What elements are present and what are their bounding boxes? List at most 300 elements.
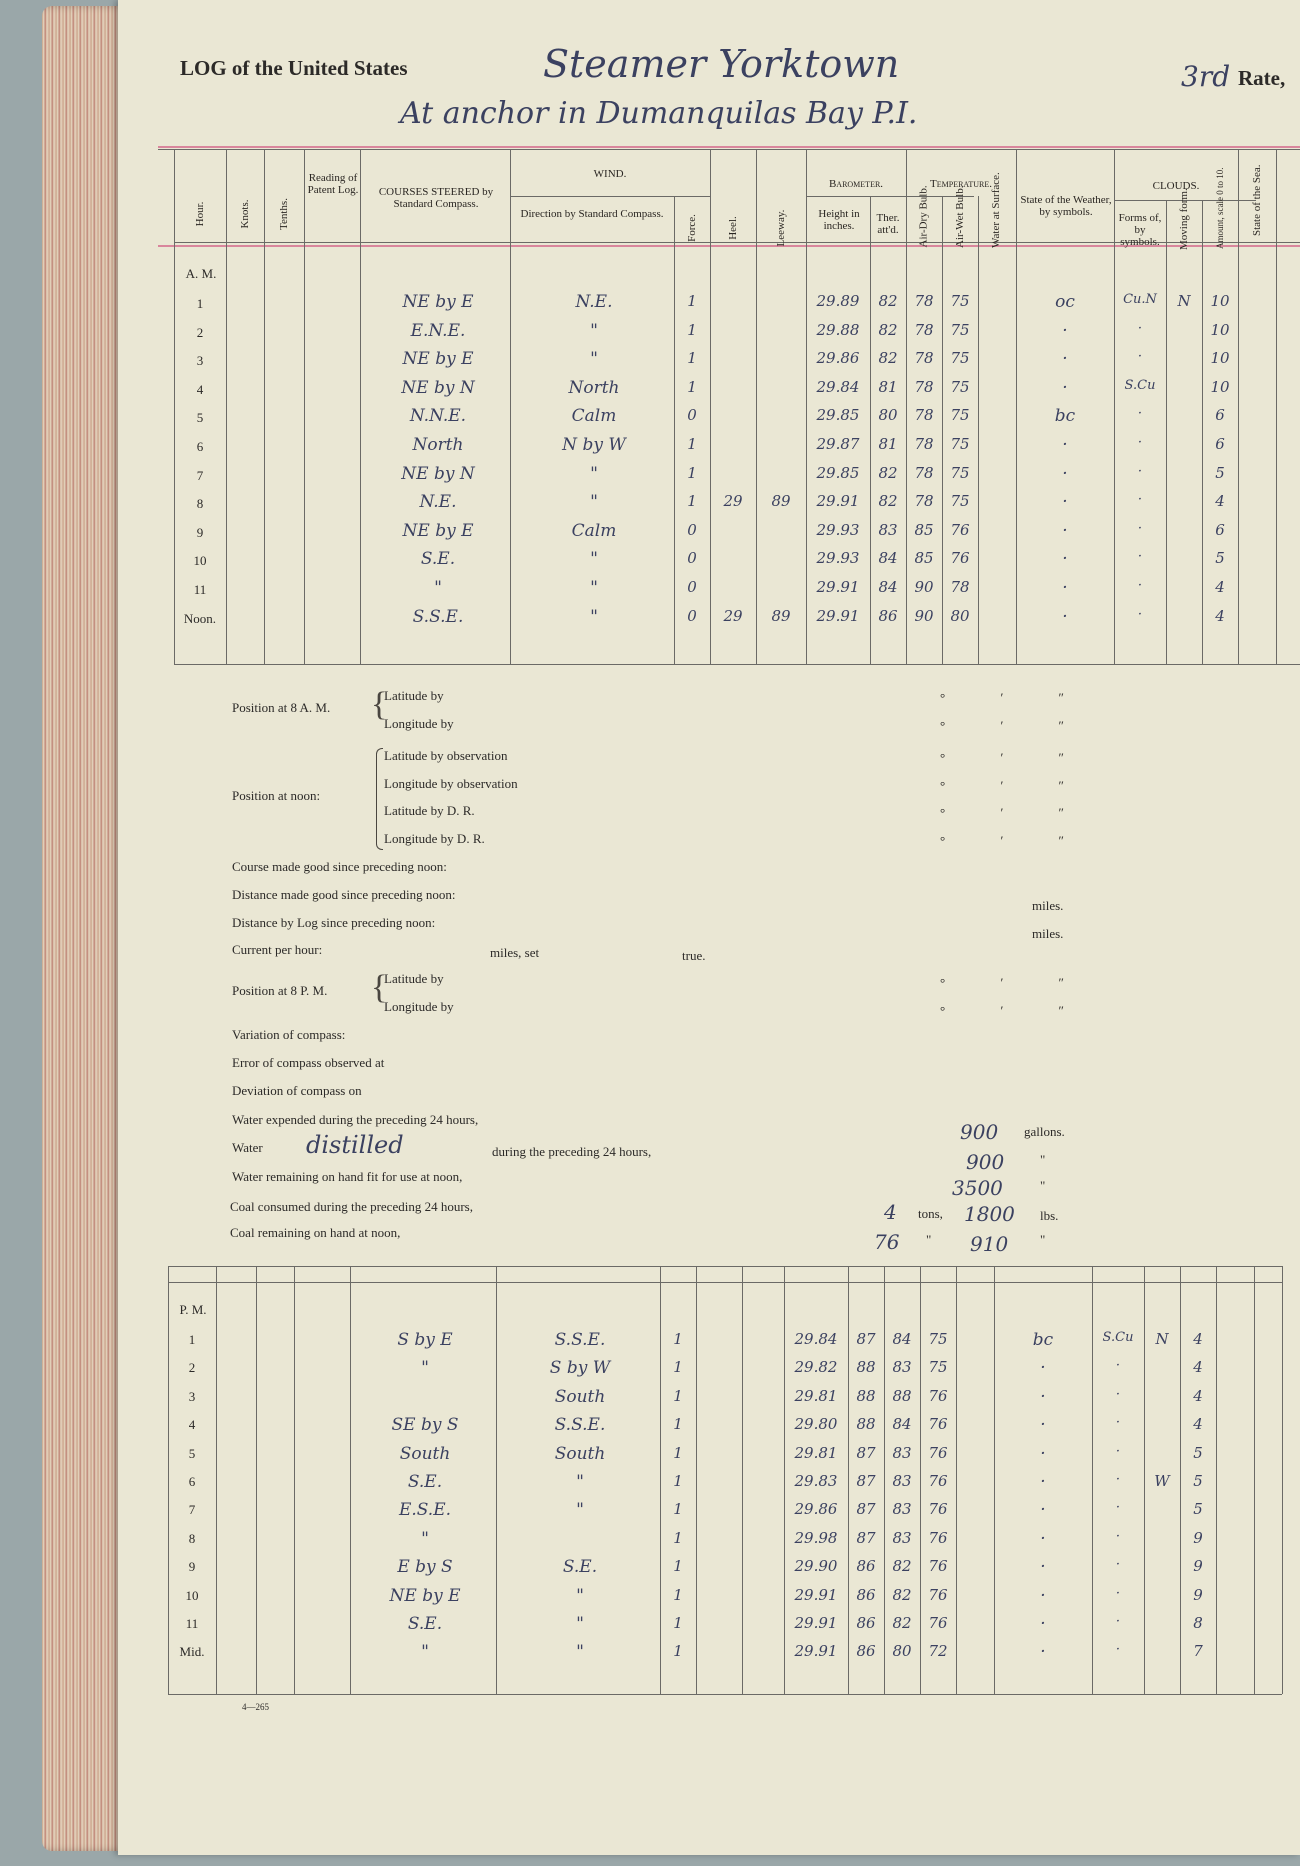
pm-row-wet-10: 76: [928, 1585, 948, 1604]
am-row-force-10: 0: [687, 549, 697, 568]
pm-row-amount-5: 5: [1193, 1443, 1203, 1462]
am-row-course-8: N.E.: [419, 492, 457, 513]
water-distilled-hand: distilled: [306, 1131, 404, 1159]
pm-row-wet-2: 75: [928, 1358, 948, 1377]
am-row-ther-4: 81: [878, 377, 898, 396]
pm-row-baro-1: 29.84: [794, 1330, 838, 1348]
col-hour-header: Hour.: [194, 201, 206, 227]
pm-row-wet-4: 76: [928, 1415, 948, 1434]
error-label: Error of compass observed at: [232, 1055, 385, 1070]
am-row-dry-4: 78: [914, 377, 934, 396]
am-row-weather-7: ·: [1062, 463, 1068, 484]
am-row-baro-12: 29.91: [816, 606, 860, 625]
pm-row-moving-1: N: [1155, 1330, 1169, 1348]
miles-1: miles.: [1032, 898, 1064, 913]
am-row-dry-11: 90: [914, 578, 934, 596]
pm-row-baro-12: 29.91: [794, 1642, 838, 1661]
col-courses-header: COURSES STEERED by Standard Compass.: [378, 186, 494, 210]
pm-row-amount-9: 9: [1193, 1557, 1203, 1576]
pm-row-forms-9: ·: [1115, 1557, 1121, 1573]
lon-by-8pm: Longitude by: [384, 999, 454, 1014]
pm-row-amount-3: 4: [1193, 1386, 1203, 1405]
pm-row-wet-8: 76: [928, 1528, 948, 1547]
coal-remaining-label: Coal remaining on hand at noon,: [230, 1225, 401, 1240]
am-row-baro-8: 29.91: [816, 492, 860, 511]
pm-row-forms-1: S.Cu: [1102, 1330, 1134, 1345]
pm-row-wet-1: 75: [928, 1330, 948, 1348]
pm-row-forms-8: ·: [1115, 1528, 1121, 1544]
am-row-force-1: 1: [687, 292, 697, 310]
am-row-force-4: 1: [687, 377, 697, 396]
col-air-wet-header: Air-Wet Bulb.: [954, 185, 966, 248]
pm-row-weather-4: ·: [1040, 1415, 1046, 1436]
pm-row-force-4: 1: [673, 1415, 683, 1434]
pm-row-dry-1: 84: [892, 1330, 912, 1348]
am-row-wind-1: N.E.: [575, 292, 613, 312]
book-page-edges: [42, 6, 127, 1851]
am-row-wind-10: ": [590, 549, 598, 570]
pm-row-baro-11: 29.91: [794, 1614, 838, 1632]
col-air-dry-header: Air-Dry Bulb.: [917, 185, 930, 248]
am-row-wet-10: 76: [950, 549, 970, 568]
lon-dr: Longitude by D. R.: [384, 831, 485, 846]
am-row-amount-4: 10: [1210, 377, 1230, 396]
wind-header: WIND.: [593, 168, 627, 180]
am-row-baro-5: 29.85: [816, 406, 860, 425]
am-row-forms-2: ·: [1137, 320, 1143, 336]
distance-made-good: Distance made good since preceding noon:: [232, 887, 456, 902]
am-row-wet-9: 76: [950, 520, 970, 539]
pm-row-force-1: 1: [673, 1330, 683, 1348]
am-row-weather-1: oc: [1055, 292, 1075, 312]
pm-row-forms-6: ·: [1115, 1472, 1121, 1487]
am-row-force-5: 0: [687, 406, 697, 425]
am-row-hour-9: 9: [196, 524, 204, 540]
pm-row-forms-12: ·: [1115, 1642, 1121, 1658]
pm-row-wind-5: South: [554, 1443, 606, 1464]
pm-row-course-12: ": [421, 1642, 429, 1663]
am-row-dry-1: 78: [914, 292, 934, 310]
col-water-surface-header: Water at Surface.: [990, 172, 1002, 248]
water-expended-label: Water expended during the preceding 24 hours,: [232, 1112, 479, 1127]
pm-row-hour-8: 8: [188, 1530, 196, 1546]
pm-row-ther-4: 88: [856, 1415, 876, 1434]
am-row-force-3: 1: [687, 349, 697, 368]
pm-row-baro-9: 29.90: [794, 1557, 838, 1576]
pm-row-forms-11: ·: [1115, 1614, 1121, 1629]
deg-lon-obs: ° ′ ″: [940, 778, 1090, 793]
am-row-wind-5: Calm: [571, 406, 617, 427]
pm-row-hour-10: 10: [185, 1587, 199, 1603]
am-row-wet-2: 75: [950, 320, 970, 339]
am-row-course-9: NE by E: [402, 520, 474, 541]
pm-row-amount-4: 4: [1193, 1415, 1203, 1434]
am-row-dry-5: 78: [914, 406, 934, 425]
deviation-label: Deviation of compass on: [232, 1083, 362, 1098]
pm-row-weather-1: bc: [1032, 1330, 1054, 1350]
pm-row-amount-1: 4: [1193, 1330, 1203, 1348]
pm-row-wind-1: S.S.E.: [554, 1330, 606, 1350]
am-row-hour-8: 8: [196, 496, 204, 512]
pm-row-wind-6: ": [576, 1472, 584, 1492]
am-row-amount-5: 6: [1215, 406, 1225, 425]
am-row-baro-4: 29.84: [816, 377, 860, 396]
pm-row-hour-4: 4: [188, 1417, 196, 1433]
pm-row-dry-7: 83: [892, 1500, 912, 1519]
am-row-hour-4: 4: [196, 381, 204, 397]
am-row-amount-3: 10: [1210, 349, 1230, 368]
pm-row-weather-8: ·: [1040, 1528, 1046, 1549]
am-row-course-7: NE by N: [401, 463, 475, 484]
pm-row-ther-9: 86: [856, 1557, 876, 1576]
pm-row-amount-12: 7: [1193, 1642, 1203, 1661]
am-row-amount-6: 6: [1215, 435, 1225, 453]
am-row-weather-3: ·: [1062, 349, 1068, 370]
pm-row-wind-12: ": [576, 1642, 584, 1663]
am-row-weather-5: bc: [1054, 406, 1076, 427]
pm-row-force-6: 1: [673, 1472, 683, 1490]
water-remaining-label: Water remaining on hand fit for use at noon,: [232, 1169, 463, 1184]
pm-row-hour-1: 1: [188, 1332, 196, 1347]
pm-row-weather-9: ·: [1040, 1557, 1046, 1578]
ditto-4: ": [1040, 1232, 1046, 1247]
col-ther-header: Ther. att'd.: [876, 212, 900, 236]
pm-row-baro-2: 29.82: [794, 1358, 838, 1377]
current-per-hour: Current per hour:: [232, 942, 323, 957]
pos-8am-label: Position at 8 A. M.: [232, 700, 331, 715]
lat-by-8am: Latitude by: [384, 688, 444, 703]
pm-row-force-8: 1: [673, 1528, 683, 1547]
pm-row-wet-6: 76: [928, 1472, 948, 1490]
pm-row-amount-11: 8: [1193, 1614, 1203, 1632]
pm-row-dry-2: 83: [892, 1358, 912, 1377]
pm-row-weather-3: ·: [1040, 1386, 1046, 1407]
pm-row-amount-2: 4: [1193, 1358, 1203, 1377]
am-row-course-12: S.S.E.: [412, 606, 464, 627]
deg-lat-dr: ° ′ ″: [940, 805, 1090, 820]
am-row-weather-9: ·: [1062, 520, 1068, 541]
pos-noon-label: Position at noon:: [232, 788, 321, 803]
am-row-wet-6: 75: [950, 435, 970, 453]
am-row-amount-1: 10: [1210, 292, 1230, 310]
pm-row-forms-10: ·: [1115, 1585, 1121, 1601]
clouds-header: CLOUDS.: [1152, 180, 1200, 192]
pm-row-ther-10: 86: [856, 1585, 876, 1604]
pm-row-hour-7: 7: [188, 1502, 196, 1518]
am-row-hour-12: Noon.: [183, 610, 217, 626]
pm-row-forms-3: ·: [1115, 1386, 1121, 1402]
pm-row-course-1: S by E: [397, 1330, 453, 1350]
am-row-course-1: NE by E: [402, 292, 474, 312]
pm-row-hour-5: 5: [188, 1445, 196, 1461]
col-patent-log-header: Reading of Patent Log.: [307, 172, 359, 196]
am-row-course-11: ": [434, 578, 442, 598]
pm-row-moving-6: W: [1154, 1472, 1170, 1490]
lbs-label: lbs.: [1040, 1208, 1059, 1223]
am-row-wind-11: ": [590, 578, 598, 598]
am-row-weather-8: ·: [1062, 492, 1068, 513]
col-moving-header: Moving form.: [1178, 188, 1190, 250]
tons-label: tons,: [918, 1206, 943, 1221]
am-row-wind-2: ": [590, 320, 598, 341]
am-label: A. M.: [185, 266, 217, 281]
pm-row-baro-8: 29.98: [794, 1528, 838, 1547]
am-row-weather-4: ·: [1062, 377, 1068, 398]
pm-row-ther-7: 87: [856, 1500, 876, 1519]
am-row-weather-12: ·: [1062, 606, 1068, 627]
am-row-ther-11: 84: [878, 578, 898, 596]
am-row-wet-3: 75: [950, 349, 970, 368]
water-remaining-value: 3500: [952, 1176, 1003, 1200]
pm-row-wind-10: ": [576, 1585, 584, 1606]
am-row-dry-9: 85: [914, 520, 934, 539]
am-row-wet-12: 80: [950, 606, 970, 625]
pm-row-wet-7: 76: [928, 1500, 948, 1519]
pm-row-baro-4: 29.80: [794, 1415, 838, 1434]
pm-row-force-3: 1: [673, 1386, 683, 1405]
pm-row-course-7: E.S.E.: [398, 1500, 452, 1521]
barometer-header: Barometer.: [828, 178, 884, 190]
am-row-force-12: 0: [687, 606, 697, 625]
pm-row-weather-10: ·: [1040, 1585, 1046, 1606]
am-row-baro-1: 29.89: [816, 292, 860, 310]
am-row-ther-1: 82: [878, 292, 898, 310]
col-sea-header: State of the Sea.: [1251, 164, 1263, 236]
am-row-baro-2: 29.88: [816, 320, 860, 339]
pos-8pm-label: Position at 8 P. M.: [232, 983, 328, 998]
pm-row-dry-6: 83: [892, 1472, 912, 1490]
variation-label: Variation of compass:: [232, 1027, 346, 1042]
am-row-ther-9: 83: [878, 520, 898, 539]
pm-row-wind-3: South: [554, 1386, 606, 1407]
pm-row-course-9: E by S: [397, 1557, 453, 1578]
am-row-wind-12: ": [590, 606, 598, 627]
pm-row-ther-12: 86: [856, 1642, 876, 1661]
am-row-dry-7: 78: [914, 463, 934, 482]
pm-row-force-2: 1: [673, 1358, 683, 1377]
log-title: LOG of the United States: [180, 56, 408, 80]
am-row-forms-12: ·: [1137, 606, 1143, 622]
pm-row-forms-5: ·: [1115, 1443, 1121, 1459]
am-row-ther-2: 82: [878, 320, 898, 339]
course-made-good: Course made good since preceding noon:: [232, 859, 447, 874]
col-leeway-header: Leeway.: [775, 209, 787, 247]
am-row-dry-10: 85: [914, 549, 934, 568]
coal-remaining-tons: 76: [874, 1230, 900, 1254]
am-row-moving-1: N: [1177, 292, 1191, 310]
am-row-force-11: 0: [687, 578, 697, 596]
am-row-ther-7: 82: [878, 463, 898, 482]
pm-row-dry-12: 80: [892, 1642, 912, 1661]
am-row-baro-10: 29.93: [816, 549, 860, 568]
am-row-hour-7: 7: [196, 467, 204, 483]
pm-row-force-11: 1: [673, 1614, 683, 1632]
deg-lon-8pm: ° ′ ″: [940, 1003, 1090, 1018]
am-row-forms-3: ·: [1137, 349, 1143, 365]
am-row-force-8: 1: [687, 492, 697, 511]
am-row-leeway-8: 89: [771, 492, 791, 511]
pm-row-hour-9: 9: [188, 1559, 196, 1575]
am-row-heel-12: 29: [723, 606, 743, 625]
am-row-ther-5: 80: [878, 406, 898, 425]
pm-row-dry-9: 82: [892, 1557, 912, 1576]
am-row-hour-1: 1: [196, 296, 204, 311]
am-row-wind-6: N by W: [562, 435, 626, 455]
am-row-baro-7: 29.85: [816, 463, 860, 482]
pm-row-ther-6: 87: [856, 1472, 876, 1490]
col-force-header: Force.: [686, 214, 698, 242]
am-row-amount-11: 4: [1215, 578, 1225, 596]
am-row-leeway-12: 89: [771, 606, 791, 625]
pm-row-force-9: 1: [673, 1557, 683, 1576]
am-row-course-3: NE by E: [402, 349, 474, 370]
am-row-wet-4: 75: [950, 377, 970, 396]
pm-row-forms-7: ·: [1115, 1500, 1121, 1516]
am-row-forms-6: ·: [1137, 435, 1143, 450]
pm-row-dry-10: 82: [892, 1585, 912, 1604]
pm-row-ther-3: 88: [856, 1386, 876, 1405]
col-wind-direction-header: Direction by Standard Compass.: [520, 208, 664, 220]
am-row-course-2: E.N.E.: [410, 320, 466, 341]
am-row-forms-8: ·: [1137, 492, 1143, 508]
pm-row-baro-7: 29.86: [794, 1500, 838, 1519]
form-code: 4—265: [242, 1702, 269, 1712]
brace-8pm: {: [371, 969, 388, 1006]
pm-row-hour-2: 2: [188, 1360, 196, 1376]
pm-row-force-7: 1: [673, 1500, 683, 1519]
location-line: At anchor in Dumanquilas Bay P.I.: [400, 96, 918, 131]
am-row-dry-2: 78: [914, 320, 934, 339]
am-row-weather-6: ·: [1062, 435, 1068, 455]
am-row-baro-6: 29.87: [816, 435, 860, 453]
pm-row-weather-12: ·: [1040, 1642, 1046, 1663]
am-row-dry-12: 90: [914, 606, 934, 625]
am-row-amount-12: 4: [1215, 606, 1225, 625]
gallons-label: gallons.: [1024, 1124, 1065, 1139]
pm-row-dry-4: 84: [892, 1415, 912, 1434]
lat-obs: Latitude by observation: [384, 748, 508, 763]
am-row-course-6: North: [412, 435, 464, 455]
am-row-hour-11: 11: [193, 582, 207, 597]
pm-row-course-10: NE by E: [389, 1585, 461, 1606]
coal-remaining-lbs: 910: [970, 1232, 1009, 1256]
am-row-hour-3: 3: [196, 353, 204, 369]
am-row-baro-3: 29.86: [816, 349, 860, 368]
pm-row-wet-5: 76: [928, 1443, 948, 1462]
am-row-wet-1: 75: [950, 292, 970, 310]
pm-row-wet-9: 76: [928, 1557, 948, 1576]
am-row-forms-10: ·: [1137, 549, 1143, 565]
pm-row-amount-6: 5: [1193, 1472, 1203, 1490]
temperature-header: Temperature.: [930, 178, 992, 190]
pm-row-wind-2: S by W: [549, 1358, 611, 1379]
pm-row-dry-8: 83: [892, 1528, 912, 1547]
pm-row-weather-11: ·: [1040, 1614, 1046, 1634]
am-row-hour-2: 2: [196, 324, 204, 340]
pm-row-wet-3: 76: [928, 1386, 948, 1405]
pm-row-course-8: ": [421, 1528, 429, 1549]
am-row-dry-6: 78: [914, 435, 934, 453]
pm-row-forms-4: ·: [1115, 1415, 1121, 1431]
vessel-name: Steamer Yorktown: [543, 42, 900, 86]
pm-row-hour-11: 11: [185, 1616, 199, 1631]
coal-consumed-label: Coal consumed during the preceding 24 hours,: [230, 1199, 473, 1214]
am-row-amount-2: 10: [1210, 320, 1230, 339]
pm-row-dry-11: 82: [892, 1614, 912, 1632]
pm-row-ther-1: 87: [856, 1330, 876, 1348]
coal-consumed-lbs: 1800: [964, 1202, 1015, 1226]
am-row-weather-10: ·: [1062, 549, 1068, 570]
am-row-dry-3: 78: [914, 349, 934, 368]
am-row-amount-8: 4: [1215, 492, 1225, 511]
pm-row-hour-3: 3: [188, 1388, 196, 1404]
coal-consumed-tons: 4: [884, 1200, 897, 1224]
pm-row-weather-7: ·: [1040, 1500, 1046, 1521]
deg-lon-8am: ° ′ ″: [940, 718, 1090, 733]
deg-lat-obs: ° ′ ″: [940, 750, 1090, 765]
pm-row-course-6: S.E.: [407, 1472, 443, 1492]
pm-row-force-10: 1: [673, 1585, 683, 1604]
distance-by-log: Distance by Log since preceding noon:: [232, 915, 436, 930]
pm-row-course-4: SE by S: [391, 1415, 459, 1436]
am-row-forms-7: ·: [1137, 463, 1143, 479]
lon-obs: Longitude by observation: [384, 776, 518, 791]
am-row-ther-12: 86: [878, 606, 898, 625]
pm-row-amount-8: 9: [1193, 1528, 1203, 1547]
water-label: Water: [232, 1140, 263, 1155]
pm-row-ther-5: 87: [856, 1443, 876, 1462]
pm-row-wind-11: ": [576, 1614, 584, 1634]
pm-row-forms-2: ·: [1115, 1358, 1121, 1374]
am-row-wind-7: ": [590, 463, 598, 484]
am-row-forms-4: S.Cu: [1124, 377, 1156, 393]
pm-row-wind-9: S.E.: [562, 1557, 598, 1578]
am-row-amount-9: 6: [1215, 520, 1225, 539]
pm-row-baro-3: 29.81: [794, 1386, 838, 1405]
pm-row-wind-7: ": [576, 1500, 584, 1521]
deg-lat-8pm: ° ′ ″: [940, 975, 1090, 990]
deg-lat-8am: ° ′ ″: [940, 690, 1090, 705]
am-row-wet-5: 75: [950, 406, 970, 425]
col-knots-header: Knots.: [239, 199, 251, 229]
brace: {: [371, 686, 388, 723]
am-row-ther-6: 81: [878, 435, 898, 453]
water-expended-value: 900: [960, 1120, 999, 1144]
pm-row-baro-5: 29.81: [794, 1443, 838, 1462]
col-tenths-header: Tenths.: [278, 198, 290, 230]
am-row-hour-10: 10: [193, 553, 207, 569]
am-row-hour-5: 5: [196, 410, 204, 426]
rate-handwritten: 3rd: [1181, 60, 1231, 93]
log-page: [118, 0, 1300, 1855]
ditto-3: ": [926, 1232, 932, 1247]
am-row-force-6: 1: [687, 435, 697, 453]
col-height-header: Height in inches.: [818, 208, 860, 232]
am-row-ther-3: 82: [878, 349, 898, 368]
am-row-amount-10: 5: [1215, 549, 1225, 568]
am-row-heel-8: 29: [723, 492, 743, 511]
ditto-1: ": [1040, 1152, 1046, 1167]
col-weather-header: State of the Weather, by symbols.: [1020, 194, 1112, 218]
lat-by-8pm: Latitude by: [384, 971, 444, 986]
am-row-amount-7: 5: [1215, 463, 1225, 482]
am-row-wind-9: Calm: [571, 520, 617, 541]
am-row-force-9: 0: [687, 520, 697, 539]
pm-row-amount-7: 5: [1193, 1500, 1203, 1519]
pm-row-dry-5: 83: [892, 1443, 912, 1462]
am-row-force-2: 1: [687, 320, 697, 339]
pm-row-dry-3: 88: [892, 1386, 912, 1405]
